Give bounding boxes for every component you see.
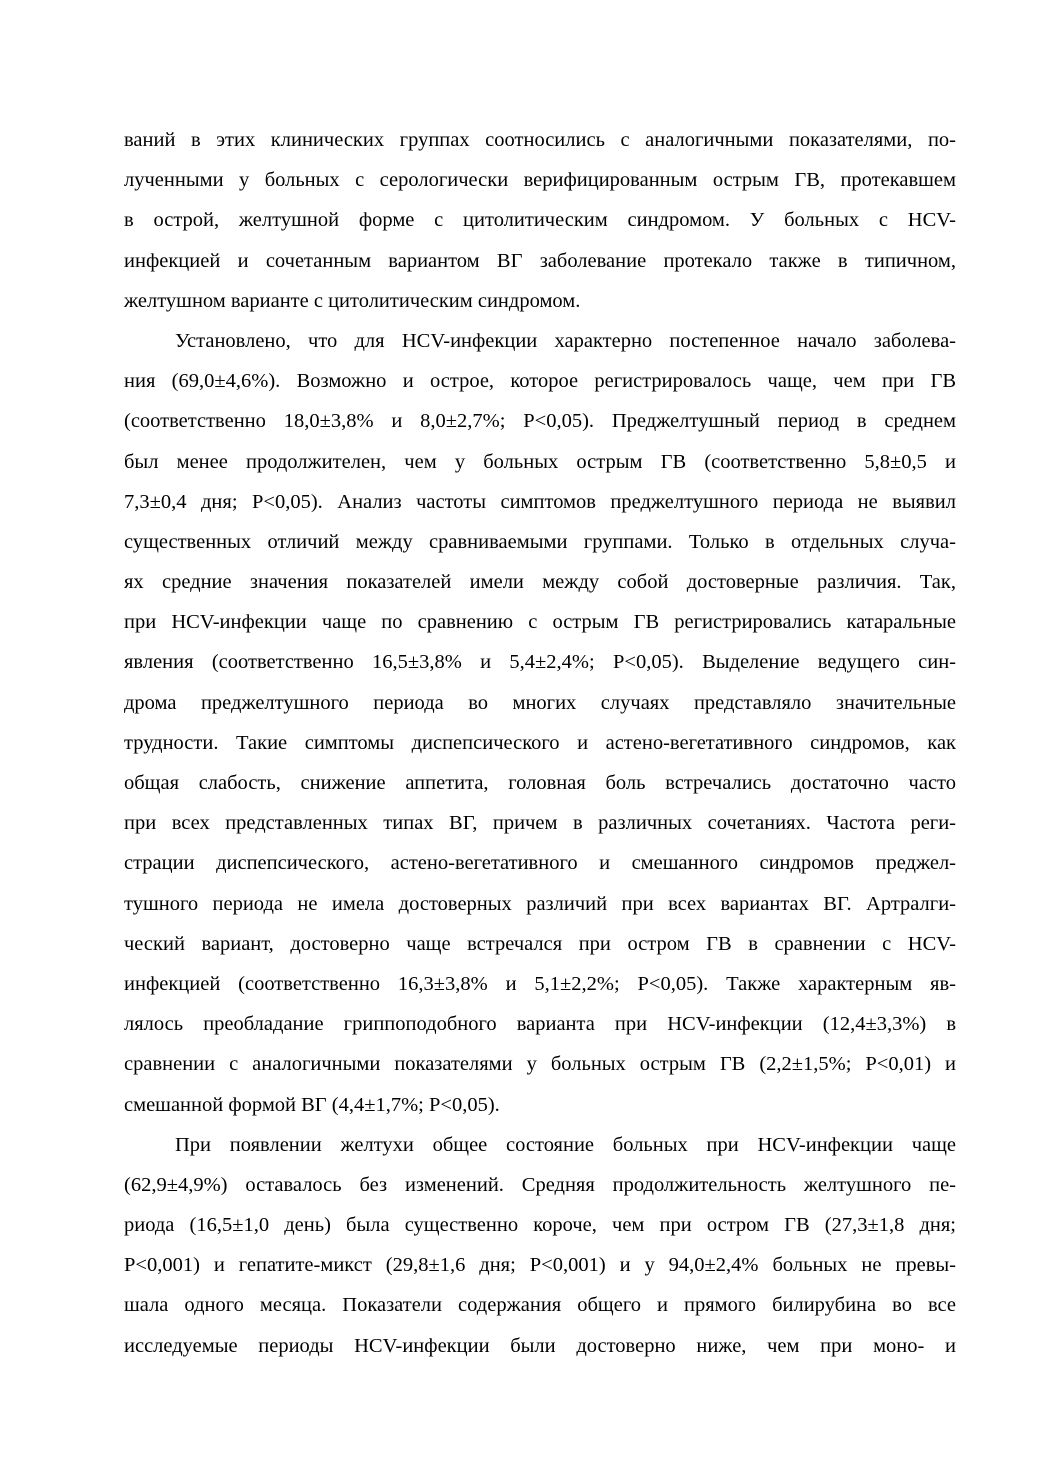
text-line: 7,3±0,4 дня; P<0,05). Анализ частоты симптомов преджелтушного периода не выявил [124,490,956,513]
text-line: страции диспепсического, астено-вегетативного и смешанного синдромов преджел- [124,852,956,875]
text-line: (62,9±4,9%) оставалось без изменений. Средняя продолжительность желтушного пе- [124,1173,956,1196]
text-line: инфекцией и сочетанным вариантом ВГ заболевание протекало также в типичном, [124,249,956,272]
text-line: ческий вариант, достоверно чаще встречался при остром ГВ в сравнении с HCV- [124,932,956,955]
document-page [124,126,956,1372]
text-line: явления (соответственно 16,5±3,8% и 5,4±2,4%; P<0,05). Выделение ведущего син- [124,651,956,674]
text-line: при HCV-инфекции чаще по сравнению с острым ГВ регистрировались катаральные [124,611,956,634]
text-line: дрома преджелтушного периода во многих случаях представляло значительные [124,691,956,714]
text-line: инфекцией (соответственно 16,3±3,8% и 5,1±2,2%; P<0,05). Также характерным яв- [124,972,956,995]
paragraph [124,327,956,1131]
text-line: При появлении желтухи общее состояние больных при HCV-инфекции чаще [175,1133,956,1156]
text-line: существенных отличий между сравниваемыми группами. Только в отдельных случа- [124,530,956,553]
text-line: лялось преобладание гриппоподобного варианта при HCV-инфекции (12,4±3,3%) в [124,1013,956,1036]
text-line: ваний в этих клинических группах соотносились с аналогичными показателями, по- [124,129,956,151]
text-line: желтушном варианте с цитолитическим синдромом. [124,289,581,312]
text-line: шала одного месяца. Показатели содержания общего и прямого билирубина во все [124,1294,956,1317]
text-line: ях средние значения показателей имели между собой достоверные различия. Так, [124,571,956,594]
text-line: риода (16,5±1,0 день) была существенно короче, чем при остром ГВ (27,3±1,8 дня; [124,1214,956,1237]
text-line: смешанной формой ВГ (4,4±1,7%; P<0,05). [124,1093,500,1116]
text-line: Установлено, что для HCV-инфекции характерно постепенное начало заболева- [175,329,956,352]
text-line: общая слабость, снижение аппетита, головная боль встречались достаточно часто [124,772,956,794]
text-line: в острой, желтушной форме с цитолитическим синдромом. У больных с HCV- [124,209,956,232]
text-line: ния (69,0±4,6%). Возможно и острое, которое регистрировалось чаще, чем при ГВ [124,370,956,393]
text-line: при всех представленных типах ВГ, причем в различных сочетаниях. Частота реги- [124,812,956,835]
paragraph [124,1131,956,1372]
text-line: сравнении с аналогичными показателями у больных острым ГВ (2,2±1,5%; P<0,01) и [124,1053,956,1076]
text-line: трудности. Такие симптомы диспепсического и астено-вегетативного синдромов, как [124,731,956,754]
text-line: лученными у больных с серологически верифицированным острым ГВ, протекавшем [124,169,956,192]
text-line: был менее продолжителен, чем у больных острым ГВ (соответственно 5,8±0,5 и [124,450,956,473]
paragraph [124,126,956,327]
text-line: P<0,001) и гепатите-микст (29,8±1,6 дня; P<0,001) и у 94,0±2,4% больных не превы- [124,1254,956,1277]
text-line: (соответственно 18,0±3,8% и 8,0±2,7%; P<0,05). Преджелтушный период в среднем [124,410,956,433]
text-line: исследуемые периоды HCV-инфекции были достоверно ниже, чем при моно- и [124,1334,956,1357]
text-line: тушного периода не имела достоверных различий при всех вариантах ВГ. Артралги- [124,892,956,915]
